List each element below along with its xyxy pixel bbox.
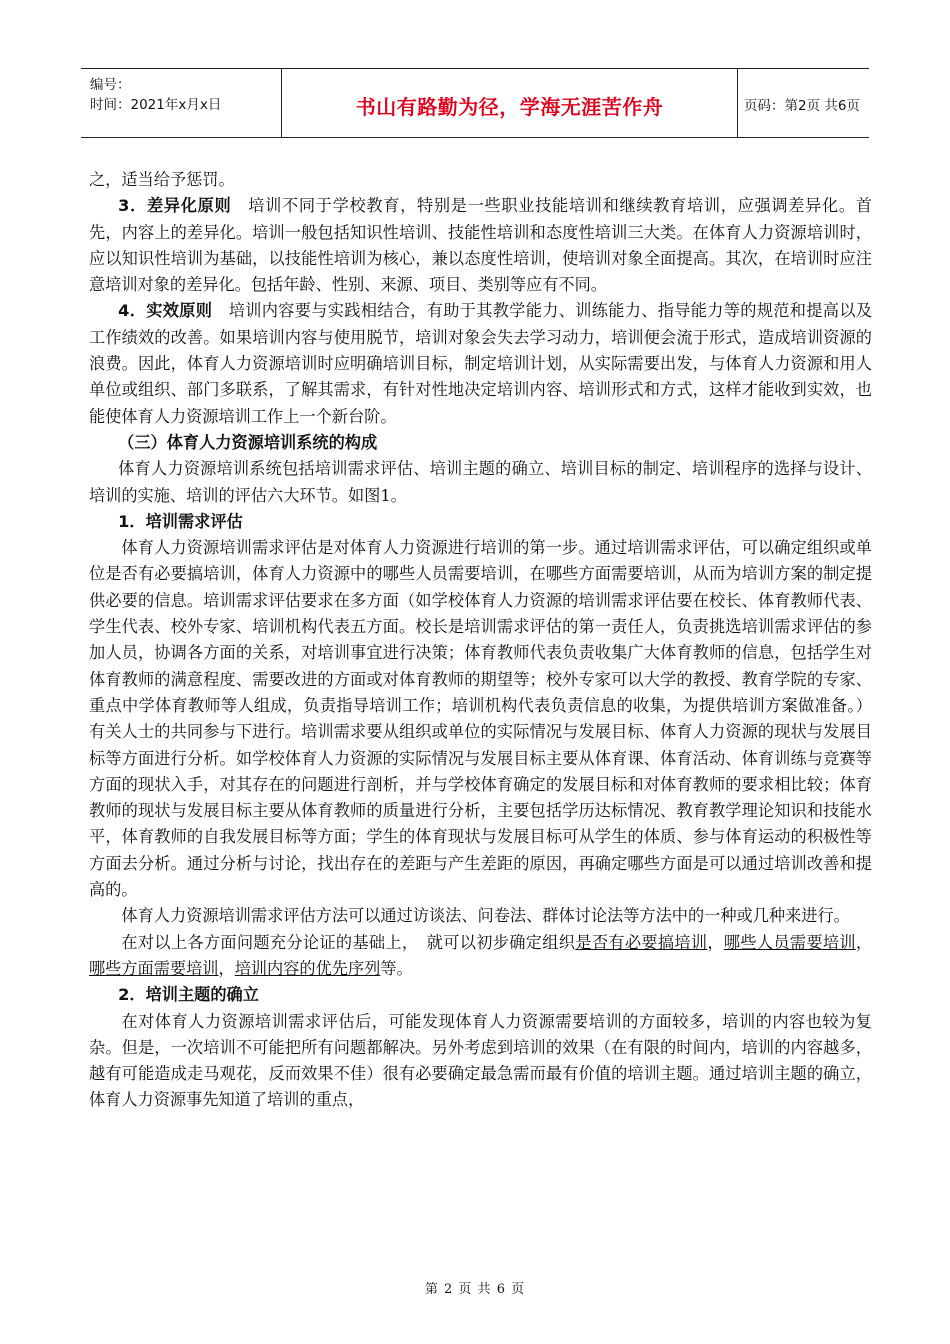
paragraph-text: 等。 xyxy=(380,958,413,978)
paragraph-text: 培训不同于学校教育，特别是一些职业技能培训和继续教育培训，应强调差异化。首先，内容上的差异化。培训一般包括知识性培训、技能性培训和态度性培训三大类。在体育人力资源培训时，应以知识性培训为基础，以技能性培训为核心，兼以态度性培训，使培训对象全面提高。其次，在培训时应注意培训对象的差异化。包括年龄、性别、来源、项目、类别等应有不同。 xyxy=(89,196,873,295)
page-header xyxy=(81,68,869,138)
paragraph: 体育人力资源培训系统包括培训需求评估、培训主题的确立、培训目标的制定、培训程序的选择与设计、培训的实施、培训的评估六大环节。如图1。 xyxy=(89,459,872,505)
paragraph-differentiation xyxy=(89,193,872,298)
paragraph-text: 在对以上各方面问题充分论证的基础上， 就可以初步确定组织 xyxy=(121,932,576,952)
underlined-phrase: 培训内容的优先序列 xyxy=(234,958,381,978)
doc-time-label: 时间：2021年x月x日 xyxy=(90,97,222,113)
paragraph-conclusion xyxy=(89,930,872,983)
section-heading: 4．实效原则 xyxy=(118,301,213,321)
subsection-title: （三）体育人力资源培训系统的构成 xyxy=(118,432,378,452)
punctuation: ， xyxy=(707,932,724,952)
header-page-number: 页码：第2页 共6页 xyxy=(744,98,860,114)
header-motto: 书山有路勤为径，学海无涯苦作舟 xyxy=(355,95,664,119)
paragraph: 体育人力资源培训需求评估方法可以通过访谈法、问卷法、群体讨论法等方法中的一种或几种来进行。 xyxy=(121,906,850,926)
header-motto-cell xyxy=(281,69,738,137)
underlined-phrase: 哪些人员需要培训 xyxy=(723,932,856,952)
paragraph: 在对体育人力资源培训需求评估后，可能发现体育人力资源需要培训的方面较多，培训的内容也较为复杂。但是，一次培训不可能把所有问题都解决。另外考虑到培训的效果（在有限的时间内，培训的内容越多，越有可能造成走马观花，反而效果不佳）很有必要确定最急需而最有价值的培训主题。通过培训主题的确立，体育人力资源事先知道了培训的重点， xyxy=(89,1011,872,1110)
section-heading: 3．差异化原则 xyxy=(118,196,232,216)
underlined-phrase: 哪些方面需要培训 xyxy=(89,958,219,978)
document-body xyxy=(89,167,872,1114)
section-heading-needs-assessment: 1．培训需求评估 xyxy=(118,511,243,531)
paragraph: 之，适当给予惩罚。 xyxy=(89,170,235,189)
paragraph-text: 培训内容要与实践相结合，有助于其教学能力、训练能力、指导能力等的规范和提高以及工作绩效的改善。如果培训内容与使用脱节，培训对象会失去学习动力，培训便会流于形式，造成培训资源的浪费。因此，体育人力资源培训时应明确培训目标，制定培训计划，从实际需要出发，与体育人力资源和用人单位或组织、部门多联系，了解其需求，有针对性地决定培训内容、培训形式和方式，这样才能收到实效，也能使体育人力资源培训工作上一个新台阶。 xyxy=(89,301,873,426)
paragraph-effectiveness xyxy=(89,298,872,429)
paragraph: 体育人力资源培训需求评估是对体育人力资源进行培训的第一步。通过培训需求评估，可以确定组织或单位是否有必要搞培训，体育人力资源中的哪些人员需要培训，在哪些方面需要培训，从而为培训方案的制定提供必要的信息。培训需求评估要求在多方面（如学校体育人力资源的培训需求评估要在校长、体育教师代表、学生代表、校外专家、培训机构代表五方面。校长是培训需求评估的第一责任人，负责挑选培训需求评估的参加人员，协调各方面的关系，对培训事宜进行决策；体育教师代表负责收集广大体育教师的信息，包括学生对体育教师的满意程度、需要改进的方面或对体育教师的期望等；校外专家可以大学的教授、教育学院的专家、重点中学体育教师等人组成，负责指导培训工作；培训机构代表负责信息的收集，为提供培训方案做准备。）有关人士的共同参与下进行。培训需求要从组织或单位的实际情况与发展目标、体育人力资源的现状与发展目标等方面进行分析。如学校体育人力资源的实际情况与发展目标主要从体育课、体育活动、体育训练与竞赛等方面的现状入手，对其存在的问题进行剖析，并与学校体育确定的发展目标和对体育教师的要求相比较；体育教师的现状与发展目标主要从体育教师的质量进行分析，主要包括学历达标情况、教育教学理论知识和技能水平，体育教师的自我发展目标等方面；学生的体育现状与发展目标可从学生的体质、参与体育运动的积极性等方面去分析。通过分析与讨论，找出存在的差距与产生差距的原因，再确定哪些方面是可以通过培训改善和提高的。 xyxy=(89,538,872,900)
header-page-cell xyxy=(738,69,869,137)
doc-number-label: 编号： xyxy=(90,77,131,93)
header-meta-cell xyxy=(81,69,281,137)
page-footer: 第 2 页 共 6 页 xyxy=(424,1282,526,1297)
underlined-phrase: 是否有必要搞培训 xyxy=(575,932,708,952)
section-heading-training-theme: 2．培训主题的确立 xyxy=(118,985,259,1005)
punctuation: ， xyxy=(855,932,873,952)
punctuation: ， xyxy=(218,958,235,978)
